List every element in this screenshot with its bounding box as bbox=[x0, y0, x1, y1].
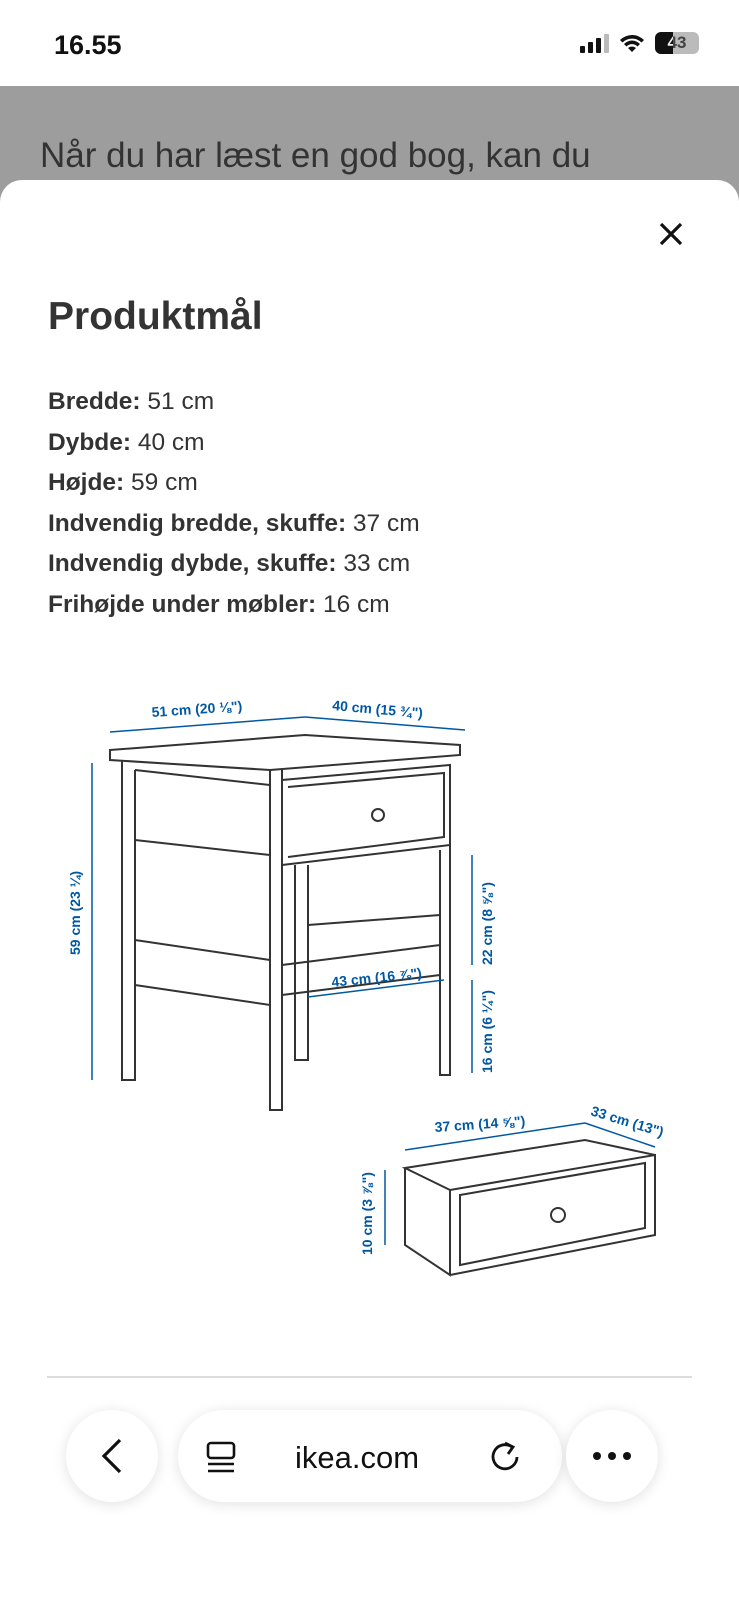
spec-value: 40 cm bbox=[131, 428, 205, 456]
spec-clearance bbox=[48, 585, 420, 626]
spec-label: Indvendig dybde, skuffe: bbox=[48, 550, 337, 577]
drawer-depth-label: 33 cm (13") bbox=[589, 1102, 666, 1140]
spec-value: 37 cm bbox=[346, 509, 420, 537]
spec-height bbox=[48, 463, 420, 504]
spec-depth bbox=[48, 423, 420, 464]
back-button[interactable] bbox=[66, 1410, 158, 1502]
spec-label: Indvendig bredde, skuffe: bbox=[48, 509, 347, 537]
more-icon bbox=[592, 1451, 632, 1461]
spec-drawer-depth bbox=[48, 544, 420, 585]
spec-value: 59 cm bbox=[124, 469, 198, 496]
clearance-label: 16 cm (6 ¼") bbox=[479, 990, 495, 1073]
clock: 16.55 bbox=[54, 30, 122, 60]
product-dimensions-sheet bbox=[0, 180, 739, 1600]
drawer-width-label: 37 cm (14 ⅝") bbox=[434, 1112, 526, 1135]
spec-label: Dybde: bbox=[48, 428, 132, 456]
spec-label: Højde: bbox=[48, 469, 125, 496]
sheet-title: Produktmål bbox=[48, 295, 263, 338]
spec-drawer-width bbox=[48, 504, 420, 545]
drawer-illustration bbox=[405, 1140, 655, 1275]
close-icon[interactable] bbox=[655, 218, 687, 250]
nightstand-illustration bbox=[110, 735, 460, 1110]
divider bbox=[47, 1376, 692, 1378]
dimension-drawing bbox=[60, 675, 680, 1315]
background-page-text: Når du har læst en god bog, kan du bbox=[40, 136, 591, 175]
shelf-label: 43 cm (16 ⅞") bbox=[330, 964, 423, 990]
wifi-icon bbox=[619, 33, 645, 53]
chevron-left-icon bbox=[100, 1437, 124, 1475]
spec-value: 16 cm bbox=[316, 590, 390, 618]
spec-value: 51 cm bbox=[140, 388, 215, 415]
depth-label: 40 cm (15 ¾") bbox=[331, 697, 424, 721]
address-bar[interactable] bbox=[178, 1410, 562, 1502]
height-label: 59 cm (23 ¼) bbox=[67, 870, 83, 955]
spec-label: Bredde: bbox=[48, 388, 141, 415]
more-button[interactable] bbox=[566, 1410, 658, 1502]
cellular-signal-icon bbox=[580, 34, 609, 53]
battery-level: 43 bbox=[667, 33, 687, 52]
spec-label: Frihøjde under møbler: bbox=[48, 590, 317, 618]
reload-icon[interactable] bbox=[488, 1439, 522, 1473]
spec-list bbox=[48, 382, 420, 625]
battery-icon bbox=[655, 32, 699, 54]
spec-width bbox=[48, 382, 420, 423]
reader-tabs-icon bbox=[205, 1440, 237, 1474]
drawer-gap-label: 22 cm (8 ⅝") bbox=[479, 882, 495, 965]
spec-value: 33 cm bbox=[336, 550, 411, 577]
status-bar bbox=[0, 0, 739, 86]
drawer-height-label: 10 cm (3 ⅞") bbox=[359, 1172, 375, 1255]
width-label: 51 cm (20 ⅛") bbox=[151, 697, 243, 720]
url-text: ikea.com bbox=[295, 1440, 420, 1475]
